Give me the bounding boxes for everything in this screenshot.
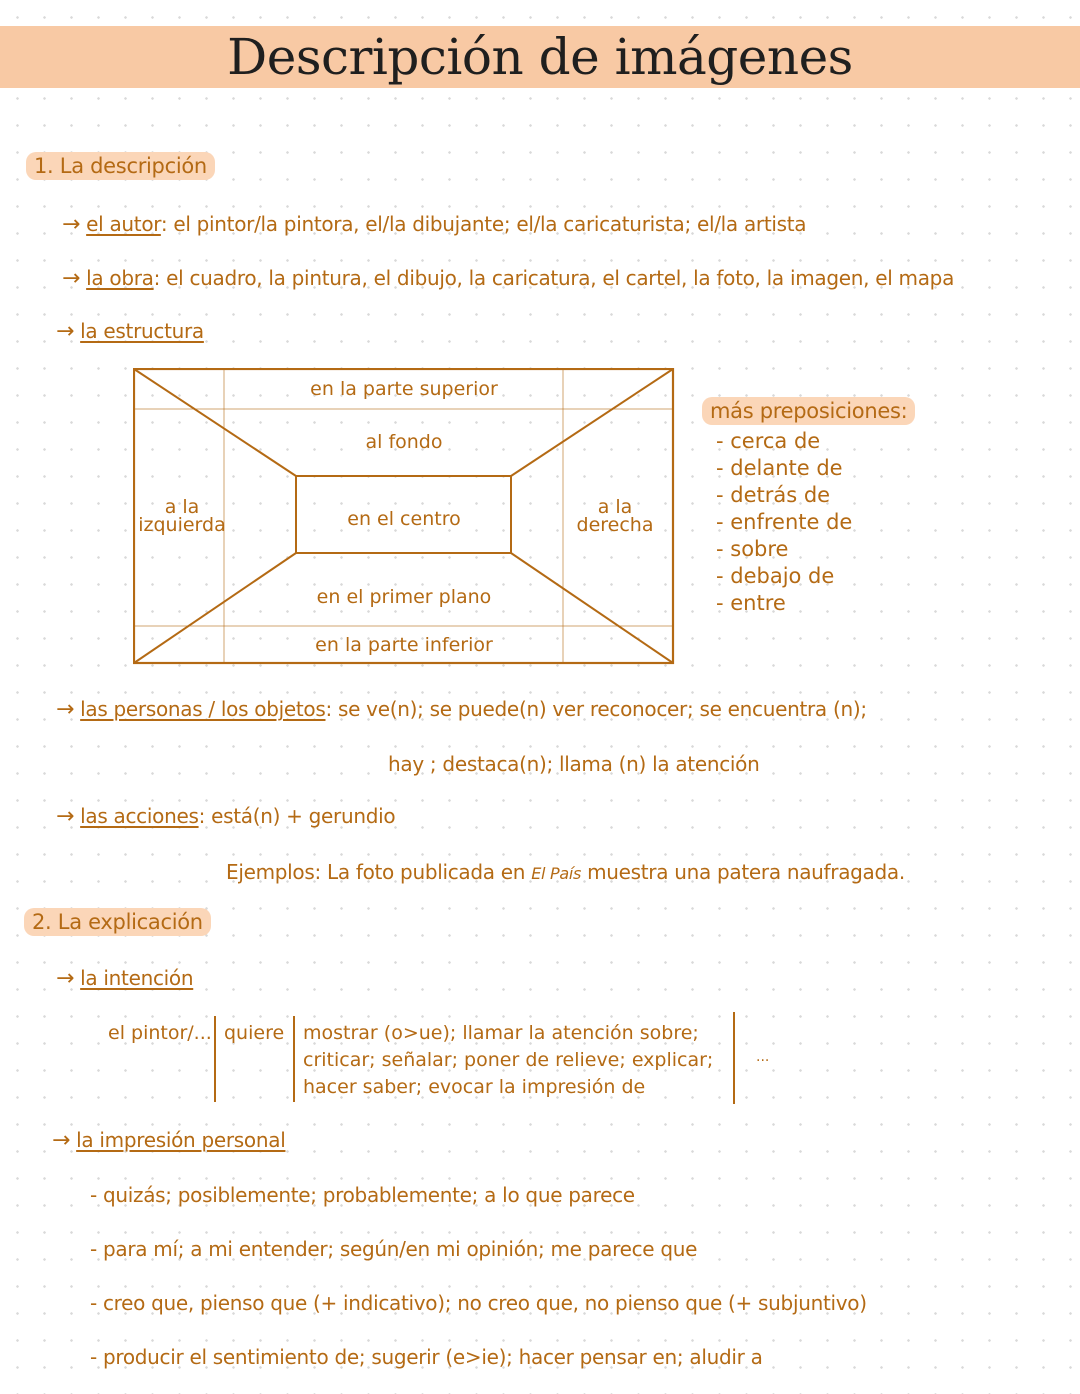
autor-label: el autor	[86, 212, 161, 236]
preposiciones-heading	[702, 399, 915, 423]
arrow-right-icon: →	[56, 966, 75, 991]
arrow-right-icon: →	[62, 212, 81, 237]
acciones-label: las acciones	[80, 804, 199, 828]
section-heading-explicacion-text: 2. La explicación	[24, 908, 211, 936]
divider	[293, 1016, 295, 1102]
acciones-text: : está(n) + gerundio	[198, 804, 396, 828]
list-item: - quizás; posiblemente; probablemente; a lo que parece	[90, 1183, 635, 1207]
arrow-right-icon: →	[56, 804, 75, 829]
list-item: - delante de	[716, 456, 843, 480]
list-item: - producir el sentimiento de; sugerir (e>ie); hacer pensar en; aludir a	[90, 1345, 763, 1369]
list-item: - enfrente de	[716, 510, 853, 534]
diagram-label-top: en la parte superior	[310, 378, 498, 400]
obra-label: la obra	[86, 266, 154, 290]
ejemplo-prefix: Ejemplos: La foto publicada en	[226, 860, 532, 884]
estructura-label: la estructura	[80, 319, 204, 343]
divider	[733, 1012, 735, 1104]
arrow-right-icon: →	[52, 1128, 71, 1153]
diagram-label-bottom: en la parte inferior	[315, 634, 493, 656]
arrow-right-icon: →	[56, 319, 75, 344]
intencion-col-more: ...	[756, 1049, 770, 1065]
personas-text-1: : se ve(n); se puede(n) ver reconocer; se encuentra (n);	[325, 697, 867, 721]
diagram-label-fondo: al fondo	[365, 431, 443, 453]
intencion-col-verb: quiere	[224, 1022, 285, 1044]
personas-line	[56, 697, 867, 722]
intencion-option: hacer saber; evocar la impresión de	[303, 1076, 646, 1098]
autor-text: : el pintor/la pintora, el/la dibujante; el/la caricaturista; el/la artista	[160, 212, 807, 236]
arrow-right-icon: →	[56, 697, 75, 722]
intencion-option: mostrar (o>ue); llamar la atención sobre;	[303, 1022, 699, 1044]
diagram-label-izquierda-2: izquierda	[138, 514, 226, 536]
diagram-label-izquierda-1: a la	[164, 496, 200, 518]
list-item: - detrás de	[716, 483, 831, 507]
acciones-line	[56, 804, 395, 829]
ejemplo-line	[226, 860, 905, 884]
diagram-label-primer-plano: en el primer plano	[316, 586, 492, 608]
personas-text-2: hay ; destaca(n); llama (n) la atención	[388, 752, 760, 776]
preposiciones-list	[716, 428, 852, 617]
autor-line	[62, 212, 806, 237]
intencion-option: criticar; señalar; poner de relieve; explicar;	[303, 1049, 714, 1071]
estructura-line	[56, 319, 204, 344]
page-title: Descripción de imágenes	[227, 28, 853, 86]
intencion-col-options	[303, 1020, 713, 1101]
list-item: - entre	[716, 591, 786, 615]
section-heading-descripcion	[26, 154, 215, 178]
personas-label: las personas / los objetos	[80, 697, 326, 721]
ejemplo-suffix: muestra una patera naufragada.	[581, 860, 905, 884]
list-item: - cerca de	[716, 429, 821, 453]
section-heading-explicacion	[24, 910, 211, 934]
divider	[214, 1016, 216, 1102]
impresion-label: la impresión personal	[76, 1128, 286, 1152]
diagram-label-centro: en el centro	[347, 508, 461, 530]
arrow-right-icon: →	[62, 266, 81, 291]
obra-line	[62, 266, 954, 291]
impresion-line	[52, 1128, 285, 1153]
intencion-label: la intención	[80, 966, 194, 990]
list-item: - debajo de	[716, 564, 835, 588]
intencion-col-subject: el pintor/...	[108, 1022, 212, 1044]
list-item: - sobre	[716, 537, 789, 561]
diagram-label-derecha-2: derecha	[576, 514, 654, 536]
diagram-label-derecha-1: a la	[597, 496, 633, 518]
list-item: - para mí; a mi entender; según/en mi opinión; me parece que	[90, 1237, 698, 1261]
preposiciones-heading-text: más preposiciones:	[702, 397, 915, 425]
section-heading-descripcion-text: 1. La descripción	[26, 152, 215, 180]
ejemplo-source: El País	[531, 864, 582, 883]
intencion-line	[56, 966, 193, 991]
list-item: - creo que, pienso que (+ indicativo); no creo que, no pienso que (+ subjuntivo)	[90, 1291, 867, 1315]
obra-text: : el cuadro, la pintura, el dibujo, la caricatura, el cartel, la foto, la imagen, el mapa	[153, 266, 955, 290]
